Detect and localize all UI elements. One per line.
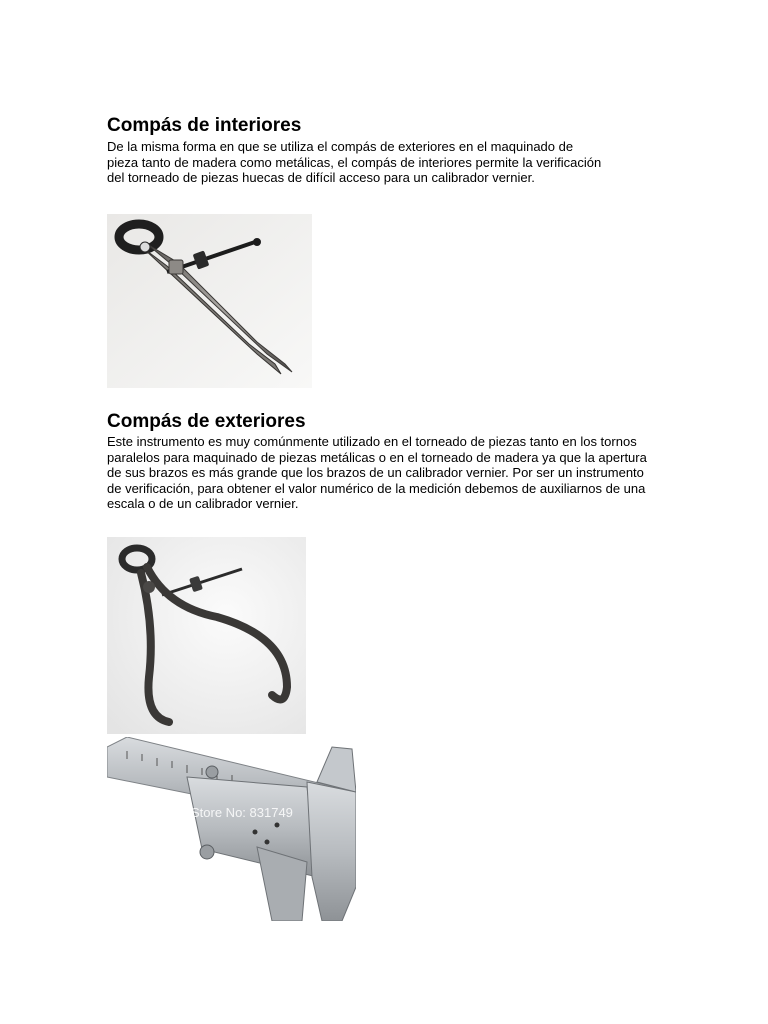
paragraph-line: De la misma forma en que se utiliza el compás de exteriores en el maquinado de <box>107 139 574 154</box>
section-title-exteriores: Compás de exteriores <box>107 411 306 432</box>
paragraph-line: paralelos para maquinado de piezas metálicas o en el torneado de madera ya que la apertura <box>107 449 647 465</box>
inside-caliper-photo <box>107 214 312 388</box>
paragraph-line: pieza tanto de madera como metálicas, el compás de interiores permite la verificación <box>107 154 602 170</box>
section-paragraph-exteriores <box>107 434 667 512</box>
outside-caliper-photo <box>107 537 306 734</box>
paragraph-line: de verificación, para obtener el valor numérico de la medición debemos de auxiliarnos de una <box>107 480 646 496</box>
paragraph-line: del torneado de piezas huecas de difícil acceso para un calibrador vernier. <box>107 170 535 186</box>
paragraph-line: Este instrumento es muy comúnmente utilizado en el torneado de piezas tanto en los tornos <box>107 434 637 449</box>
paragraph-line: escala o de un calibrador vernier. <box>107 496 299 512</box>
vernier-caliper-photo <box>107 737 356 921</box>
paragraph-line: de sus brazos es más grande que los brazos de un calibrador vernier. Por ser un instrumento <box>107 465 644 481</box>
section-paragraph-interiores <box>107 139 667 186</box>
section-title-interiores: Compás de interiores <box>107 115 302 136</box>
watermark-text: Store No: 831749 <box>191 805 293 820</box>
